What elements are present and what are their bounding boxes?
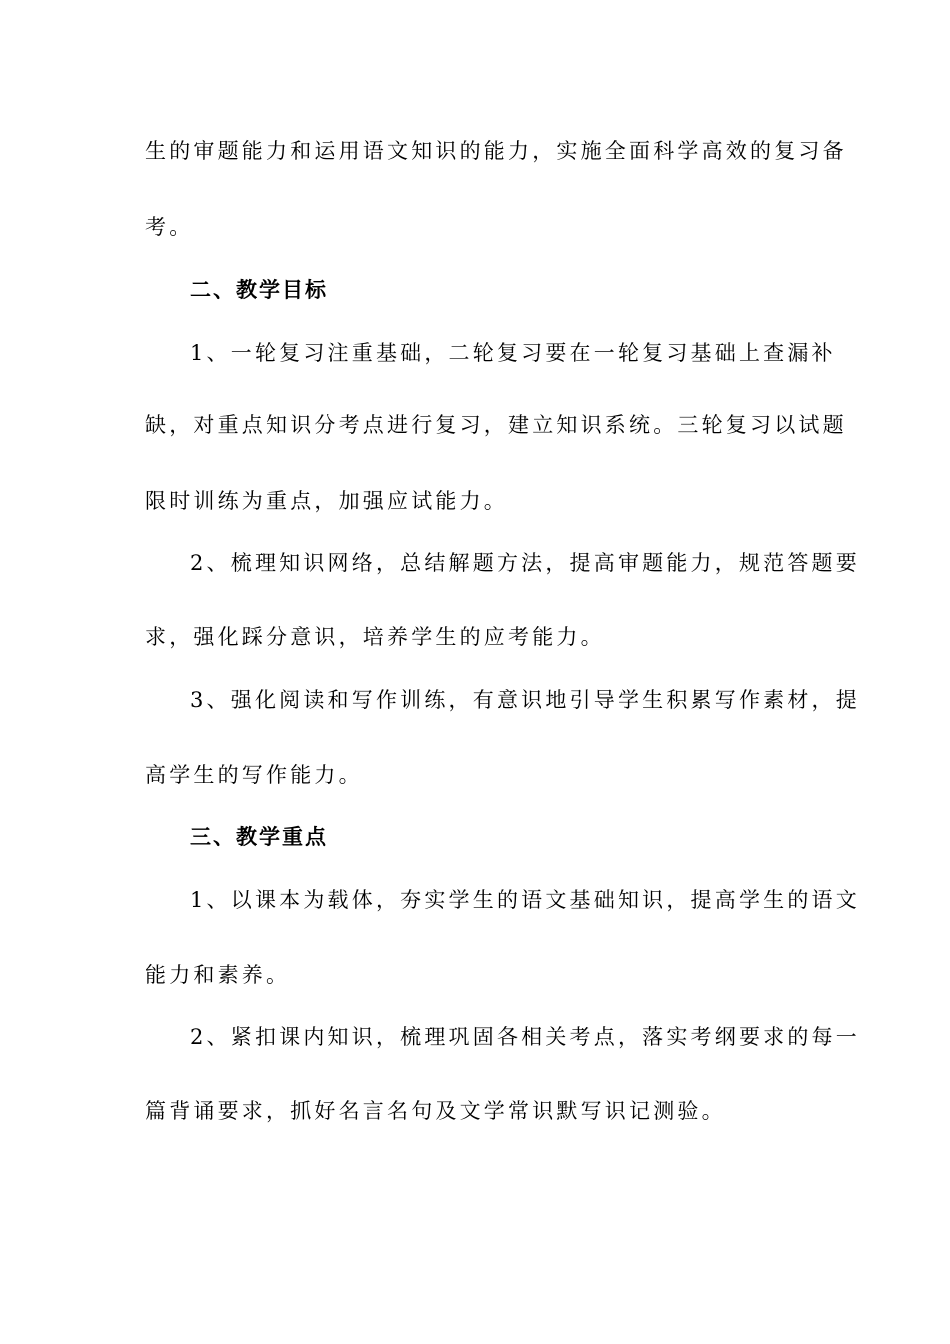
goal-2-line-2: 求，强化踩分意识，培养学生的应考能力。 — [145, 625, 605, 649]
section-heading-teaching-focus: 三、教学重点 — [190, 824, 328, 849]
goal-2-line-1: 2、梳理知识网络，总结解题方法，提高审题能力，规范答题要 — [190, 551, 860, 575]
intro-line-2: 考。 — [145, 215, 194, 239]
goal-3-line-1: 3、强化阅读和写作训练，有意识地引导学生积累写作素材，提 — [190, 688, 860, 712]
intro-line-1: 生的审题能力和运用语文知识的能力，实施全面科学高效的复习备 — [145, 139, 847, 163]
focus-1-line-1: 1、以课本为载体，夯实学生的语文基础知识，提高学生的语文 — [190, 888, 860, 912]
focus-2-line-1: 2、紧扣课内知识，梳理巩固各相关考点，落实考纲要求的每一 — [190, 1025, 860, 1049]
focus-2-line-2: 篇背诵要求，抓好名言名句及文学常识默写识记测验。 — [145, 1099, 726, 1123]
section-heading-teaching-goals: 二、教学目标 — [190, 277, 328, 302]
goal-3-line-2: 高学生的写作能力。 — [145, 763, 363, 787]
goal-1-line-2: 缺，对重点知识分考点进行复习，建立知识系统。三轮复习以试题 — [145, 413, 847, 437]
focus-1-line-2: 能力和素养。 — [145, 963, 291, 987]
goal-1-line-1: 1、一轮复习注重基础，二轮复习要在一轮复习基础上查漏补 — [190, 341, 836, 365]
goal-1-line-3: 限时训练为重点，加强应试能力。 — [145, 489, 508, 513]
